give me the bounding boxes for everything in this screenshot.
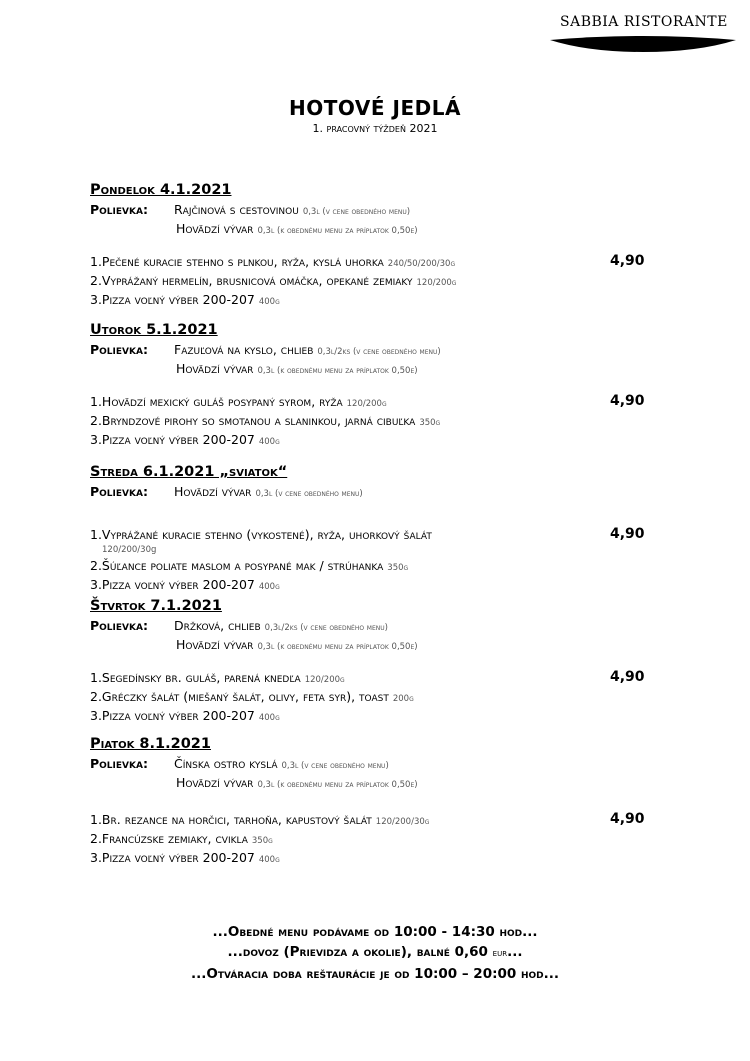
soup-note: 0,3l (v cene obedného menu) xyxy=(302,207,411,217)
logo-text: SABBIA RISTORANTE xyxy=(560,14,728,30)
soup-row xyxy=(90,340,690,359)
dish-row xyxy=(90,252,690,271)
dish-name: 1.Br. rezance na horčici, tarhoňa, kapustový šalát xyxy=(90,812,372,827)
soup-row xyxy=(90,616,690,635)
soup-label: Polievka: xyxy=(90,202,148,217)
day-heading: Štvrtok 7.1.2021 xyxy=(90,598,222,614)
soup-name: Hovädzí vývar xyxy=(176,637,254,652)
soup-note: 0,3l/2ks (v cene obedného menu) xyxy=(317,347,441,357)
dish-note: 400g xyxy=(258,713,280,723)
dish-name: 3.Pizza voľný výber 200-207 xyxy=(90,432,255,447)
dish-note: 350g xyxy=(419,418,441,428)
soup-note: 0,3l (k obednému menu za príplatok 0,50e) xyxy=(257,780,418,790)
dish-name: 2.Gréczky šalát (miešaný šalát, olivy, feta syr), toast xyxy=(90,689,389,704)
dish-note: 200g xyxy=(392,694,414,704)
dish-row xyxy=(90,525,690,544)
dish-note: 350g xyxy=(251,836,273,846)
dish-row xyxy=(90,668,690,687)
dish-name: 3.Pizza voľný výber 200-207 xyxy=(90,577,255,592)
soup-name: Hovädzí vývar xyxy=(176,775,254,790)
soup-name: Hovädzí vývar xyxy=(174,484,252,499)
dish-name: 2.Francúzske zemiaky, cvikla xyxy=(90,831,248,846)
dish-name: 1.Hovädzí mexický guláš posypaný syrom, ryža xyxy=(90,394,343,409)
dish-name: 2.Vyprážaný hermelín, brusnicová omáčka, opekané zemiaky xyxy=(90,273,413,288)
soup-label: Polievka: xyxy=(90,618,148,633)
dish-price: 4,90 xyxy=(610,811,645,827)
dish-row xyxy=(90,687,690,706)
dish-price: 4,90 xyxy=(610,253,645,269)
footer-info xyxy=(0,922,750,984)
dish-note: 350g xyxy=(387,563,409,573)
dish-note: 240/50/200/30g xyxy=(387,259,456,269)
dish-name: 2.Bryndzové pirohy so smotanou a slaninkou, jarná cibuľka xyxy=(90,413,416,428)
dish-row xyxy=(90,848,690,867)
dish-name: 3.Pizza voľný výber 200-207 xyxy=(90,708,255,723)
dish-note: 120/200/30g xyxy=(102,545,157,555)
soup-row xyxy=(90,635,690,654)
page-title: HOTOVÉ JEDLÁ xyxy=(289,96,461,120)
footer-delivery: ...dovoz (Prievidza a okolie), balné 0,60 eur... xyxy=(227,944,523,960)
dish-row xyxy=(90,829,690,848)
day-heading: Utorok 5.1.2021 xyxy=(90,322,218,338)
dish-note: 120/200g xyxy=(304,675,345,685)
dish-row xyxy=(90,392,690,411)
day-section-monday xyxy=(90,180,690,309)
day-section-wednesday xyxy=(90,462,690,594)
soup-note: 0,3l (k obednému menu za príplatok 0,50e) xyxy=(257,366,418,376)
soup-note: 0,3l (v cene obedného menu) xyxy=(255,489,363,499)
restaurant-logo xyxy=(548,14,738,54)
soup-note: 0,3l (k obednému menu za príplatok 0,50e) xyxy=(257,642,418,652)
dish-note: 400g xyxy=(258,855,280,865)
soup-label: Polievka: xyxy=(90,342,148,357)
day-section-tuesday xyxy=(90,320,690,449)
dish-name: 3.Pizza voľný výber 200-207 xyxy=(90,850,255,865)
dish-name: 1.Vyprážané kuracie stehno (vykostené), ryža, uhorkový šalát xyxy=(90,527,432,542)
dish-row xyxy=(90,411,690,430)
dish-name: 2.Šúľance poliate maslom a posypané mak / strúhanka xyxy=(90,558,384,573)
dish-note: 120/200g xyxy=(416,278,457,288)
dish-row xyxy=(90,271,690,290)
soup-label: Polievka: xyxy=(90,756,148,771)
soup-row xyxy=(90,754,690,773)
dish-name: 1.Segedínsky br. guláš, parená knedľa xyxy=(90,670,301,685)
soup-name: Hovädzí vývar xyxy=(176,361,254,376)
footer-opening-hours: ...Otváracia doba reštaurácie je od 10:00 – 20:00 hod... xyxy=(190,966,560,982)
dish-price: 4,90 xyxy=(610,526,645,542)
soup-name: Hovädzí vývar xyxy=(176,221,254,236)
dish-row xyxy=(90,430,690,449)
soup-label: Polievka: xyxy=(90,484,148,499)
soup-name: Rajčinová s cestovinou xyxy=(174,202,299,217)
dish-note: 400g xyxy=(258,437,280,447)
dish-row xyxy=(90,706,690,725)
dish-name: 1.Pečené kuracie stehno s plnkou, ryža, kyslá uhorka xyxy=(90,254,384,269)
day-heading: Pondelok 4.1.2021 xyxy=(90,182,232,198)
soup-name: Čínska ostro kyslá xyxy=(174,756,278,771)
dish-note: 400g xyxy=(258,297,280,307)
page-subtitle: 1. pracovný týždeň 2021 xyxy=(312,122,438,135)
dish-note: 120/200/30g xyxy=(375,817,430,827)
logo-swoosh-icon xyxy=(548,32,738,54)
day-heading: Piatok 8.1.2021 xyxy=(90,736,211,752)
day-section-thursday xyxy=(90,596,690,725)
soup-name: Fazuľová na kyslo, chlieb xyxy=(174,342,314,357)
soup-row xyxy=(90,482,690,501)
day-section-friday xyxy=(90,734,690,867)
footer-hours: ...Obedné menu podávame od 10:00 - 14:30 hod... xyxy=(212,924,538,940)
soup-row xyxy=(90,773,690,792)
dish-name: 3.Pizza voľný výber 200-207 xyxy=(90,292,255,307)
dish-row xyxy=(90,810,690,829)
soup-row xyxy=(90,219,690,238)
soup-name: Držková, chlieb xyxy=(174,618,261,633)
dish-price: 4,90 xyxy=(610,669,645,685)
dish-note: 400g xyxy=(258,582,280,592)
dish-note: 120/200g xyxy=(346,399,387,409)
day-heading: Streda 6.1.2021 „sviatok“ xyxy=(90,464,288,480)
soup-note: 0,3l (v cene obedného menu) xyxy=(281,761,389,771)
dish-row xyxy=(90,575,690,594)
soup-note: 0,3l (k obednému menu za príplatok 0,50e) xyxy=(257,226,418,236)
soup-row xyxy=(90,359,690,378)
soup-note: 0,3l/2ks (v cene obedného menu) xyxy=(264,623,388,633)
dish-price: 4,90 xyxy=(610,393,645,409)
dish-row xyxy=(90,290,690,309)
soup-row xyxy=(90,200,690,219)
dish-row xyxy=(90,556,690,575)
